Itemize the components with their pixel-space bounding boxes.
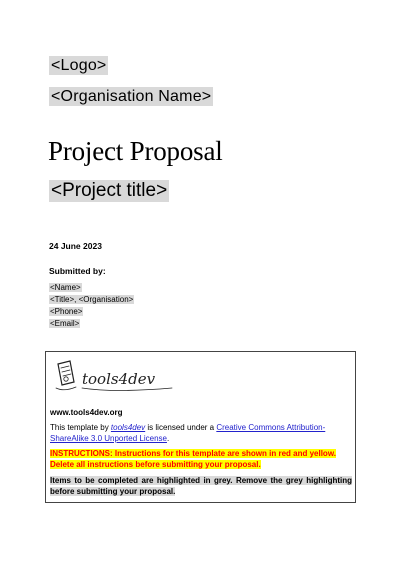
tools4dev-signature-logo <box>54 358 174 402</box>
website-link[interactable]: www.tools4dev.org <box>50 408 123 417</box>
tools4dev-link[interactable]: tools4dev <box>110 423 146 432</box>
document-title: Project Proposal <box>48 136 223 166</box>
logo-placeholder: <Logo> <box>51 57 107 74</box>
submitter-details <box>49 282 134 330</box>
license-link[interactable]: Creative Commons Attribution-ShareAlike 3.0 Unported License <box>50 423 326 443</box>
submitter-name-line: <Name> <box>50 283 81 292</box>
instructions-note: INSTRUCTIONS: Instructions for this template are shown in red and yellow. Delete all instructions before submitting your proposal. <box>50 449 336 469</box>
license-statement: This template by tools4dev is licensed under a Creative Commons Attribution-ShareAlike 3.0 Unported License. <box>50 423 326 443</box>
template-info-box <box>45 351 356 503</box>
signature-text: tools4dev <box>82 370 156 388</box>
grey-highlight-note: Items to be completed are highlighted in grey. Remove the grey highlighting before submitting your proposal. <box>50 476 352 496</box>
project-title-placeholder: <Project title> <box>51 180 168 201</box>
submitter-phone-line: <Phone> <box>50 307 83 316</box>
organisation-name-placeholder: <Organisation Name> <box>51 88 212 105</box>
submitter-email-line: <Email> <box>50 319 80 328</box>
submitted-by-label: Submitted by: <box>49 266 106 276</box>
submitter-title-line: <Title>, <Organisation> <box>50 295 134 304</box>
document-date: 24 June 2023 <box>49 241 102 251</box>
